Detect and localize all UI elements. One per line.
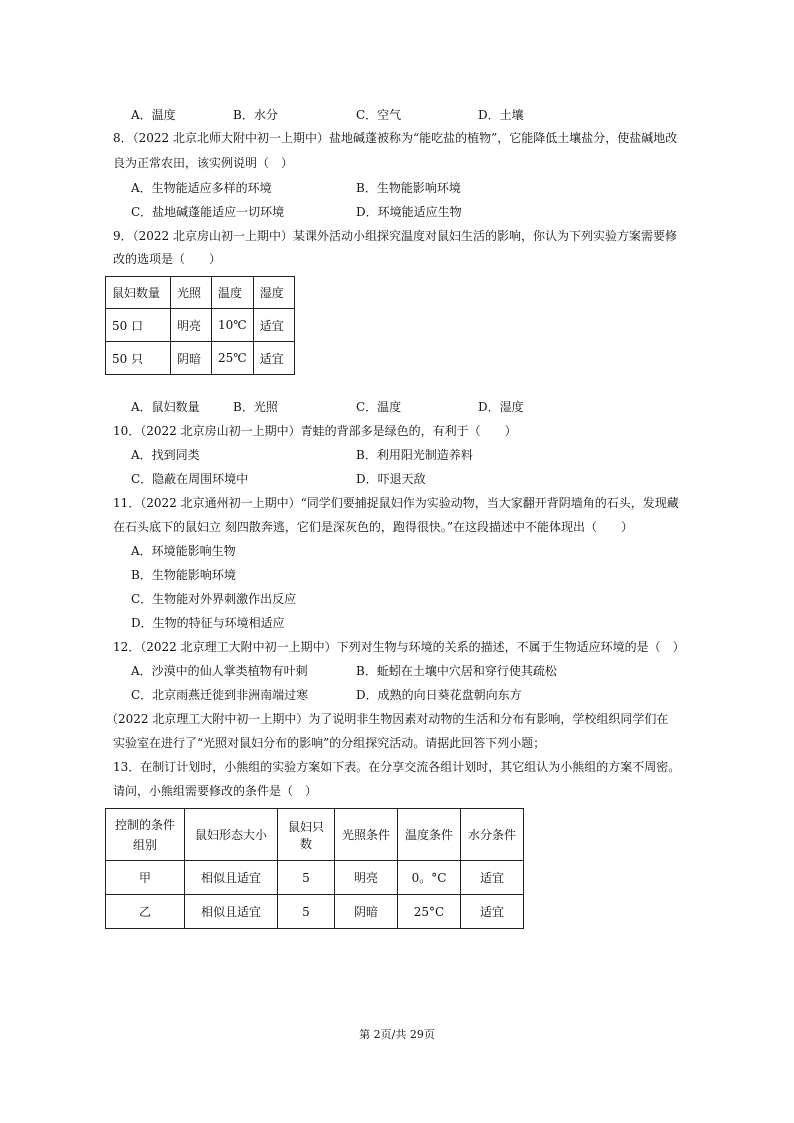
table-cell: 5 (278, 895, 335, 929)
q11-option-a: A．环境能影响生物 (131, 544, 236, 558)
table-row (106, 342, 295, 375)
q11-stem-line1: 11．（2022 北京通州初一上期中）“同学们要捕捉鼠妇作为实验动物，当大家翻开背阴墙角的石头，发现藏 (113, 496, 679, 510)
table-corner-header (106, 809, 185, 861)
table-cell: 明亮 (335, 861, 398, 895)
table-cell: 50 口 (106, 309, 171, 342)
q12-option-b: B．蚯蚓在土壤中穴居和穿行使其疏松 (356, 664, 557, 678)
table-header-cell: 光照条件 (335, 809, 398, 861)
q10-stem-line1: 10．（2022 北京房山初一上期中）青蛙的背部多是绿色的，有利于（ ） (113, 424, 517, 438)
intro-line1: （2022 北京理工大附中初一上期中）为了说明非生物因素对动物的生活和分布有影响，学校组织同学们在 (106, 712, 669, 726)
q8-option-d: D．环境能适应生物 (356, 205, 462, 219)
table-cell: 25°C (398, 895, 461, 929)
table-cell: 适宜 (253, 342, 294, 375)
table-row (106, 309, 295, 342)
table-cell: 10℃ (212, 309, 254, 342)
table-cell: 适宜 (253, 309, 294, 342)
table-cell: 50 只 (106, 342, 171, 375)
table-header-cell: 鼠妇形态大小 (185, 809, 278, 861)
q7-option-d: D．土壤 (478, 108, 524, 122)
corner-bottom-label: 组别 (132, 837, 157, 852)
q9-option-a: A．鼠妇数量 (131, 400, 200, 414)
table-header-cell: 鼠妇只数 (278, 809, 335, 861)
q8-option-a: A．生物能适应多样的环境 (131, 181, 272, 195)
q7-option-b: B．水分 (233, 108, 278, 122)
table-cell: 相似且适宜 (185, 861, 278, 895)
q12-option-d: D．成熟的向日葵花盘朝向东方 (356, 688, 522, 702)
table-cell: 25℃ (212, 342, 254, 375)
q12-option-a: A．沙漠中的仙人掌类植物有叶刺 (131, 664, 308, 678)
q12-option-c: C．北京雨燕迁徙到非洲南端过寒 (131, 688, 309, 702)
q7-option-a: A．温度 (131, 108, 176, 122)
q9-table (105, 276, 295, 375)
corner-top-label: 控制的条件 (114, 817, 175, 832)
table-row (106, 861, 524, 895)
table-header-cell: 温度 (212, 277, 254, 309)
q10-option-b: B．利用阳光制造养料 (356, 448, 473, 462)
q9-option-d: D．湿度 (478, 400, 524, 414)
table-cell: 阴暗 (335, 895, 398, 929)
q8-stem-line2: 良为正常农田，该实例说明（ ） (113, 156, 294, 170)
table-header-cell: 温度条件 (398, 809, 461, 861)
q13-table (105, 808, 524, 929)
q9-stem-line1: 9．（2022 北京房山初一上期中）某课外活动小组探究温度对鼠妇生活的影响，你认为下列实验方案需要修 (113, 229, 677, 243)
table-row (106, 895, 524, 929)
table-cell: 明亮 (171, 309, 212, 342)
q9-option-c: C．温度 (356, 400, 402, 414)
q13-stem-line2: 请问，小熊组需要修改的条件是（ ） (113, 784, 318, 798)
intro-line2: 实验室在进行了“光照对鼠妇分布的影响”的分组探究活动。请据此回答下列小题； (113, 736, 546, 750)
table-header-cell: 光照 (171, 277, 212, 309)
q12-stem-line1: 12．（2022 北京理工大附中初一上期中）下列对生物与环境的关系的描述，不属于生物适应环境的是（ ） (113, 640, 685, 654)
q10-option-c: C．隐蔽在周围环境中 (131, 472, 249, 486)
q8-option-c: C．盐地碱蓬能适应一切环境 (131, 205, 285, 219)
q10-option-d: D．吓退天敌 (356, 472, 426, 486)
q11-option-c: C．生物能对外界刺激作出反应 (131, 592, 297, 606)
table-header-cell: 湿度 (253, 277, 294, 309)
table-cell: 适宜 (461, 895, 524, 929)
table-cell: 适宜 (461, 861, 524, 895)
table-cell: 乙 (106, 895, 185, 929)
q11-stem-line2: 在石头底下的鼠妇立 刻四散奔逃，它们是深灰色的，跑得很快。”在这段描述中不能体现出（ ） (113, 520, 633, 534)
page-footer: 第 2页/共 29页 (359, 1028, 435, 1041)
table-cell: 阴暗 (171, 342, 212, 375)
table-cell: 甲 (106, 861, 185, 895)
q10-option-a: A．找到同类 (131, 448, 200, 462)
table-cell: 5 (278, 861, 335, 895)
q13-stem-line1: 13．在制订计划时，小熊组的实验方案如下表。在分享交流各组计划时，其它组认为小熊组的方案不周密。 (113, 760, 681, 774)
table-header-cell: 水分条件 (461, 809, 524, 861)
q7-option-c: C．空气 (356, 108, 402, 122)
table-cell: 相似且适宜 (185, 895, 278, 929)
q8-option-b: B．生物能影响环境 (356, 181, 461, 195)
q11-option-b: B．生物能影响环境 (131, 568, 236, 582)
table-cell: 0。°C (398, 861, 461, 895)
q11-option-d: D．生物的特征与环境相适应 (131, 616, 285, 630)
q9-stem-line2: 改的选项是（ ） (113, 252, 222, 266)
table-header-cell: 鼠妇数量 (106, 277, 171, 309)
q9-option-b: B．光照 (233, 400, 278, 414)
q8-stem-line1: 8．（2022 北京北师大附中初一上期中）盐地碱蓬被称为“能吃盐的植物”，它能降低土壤盐分，使盐碱地改 (113, 131, 678, 145)
